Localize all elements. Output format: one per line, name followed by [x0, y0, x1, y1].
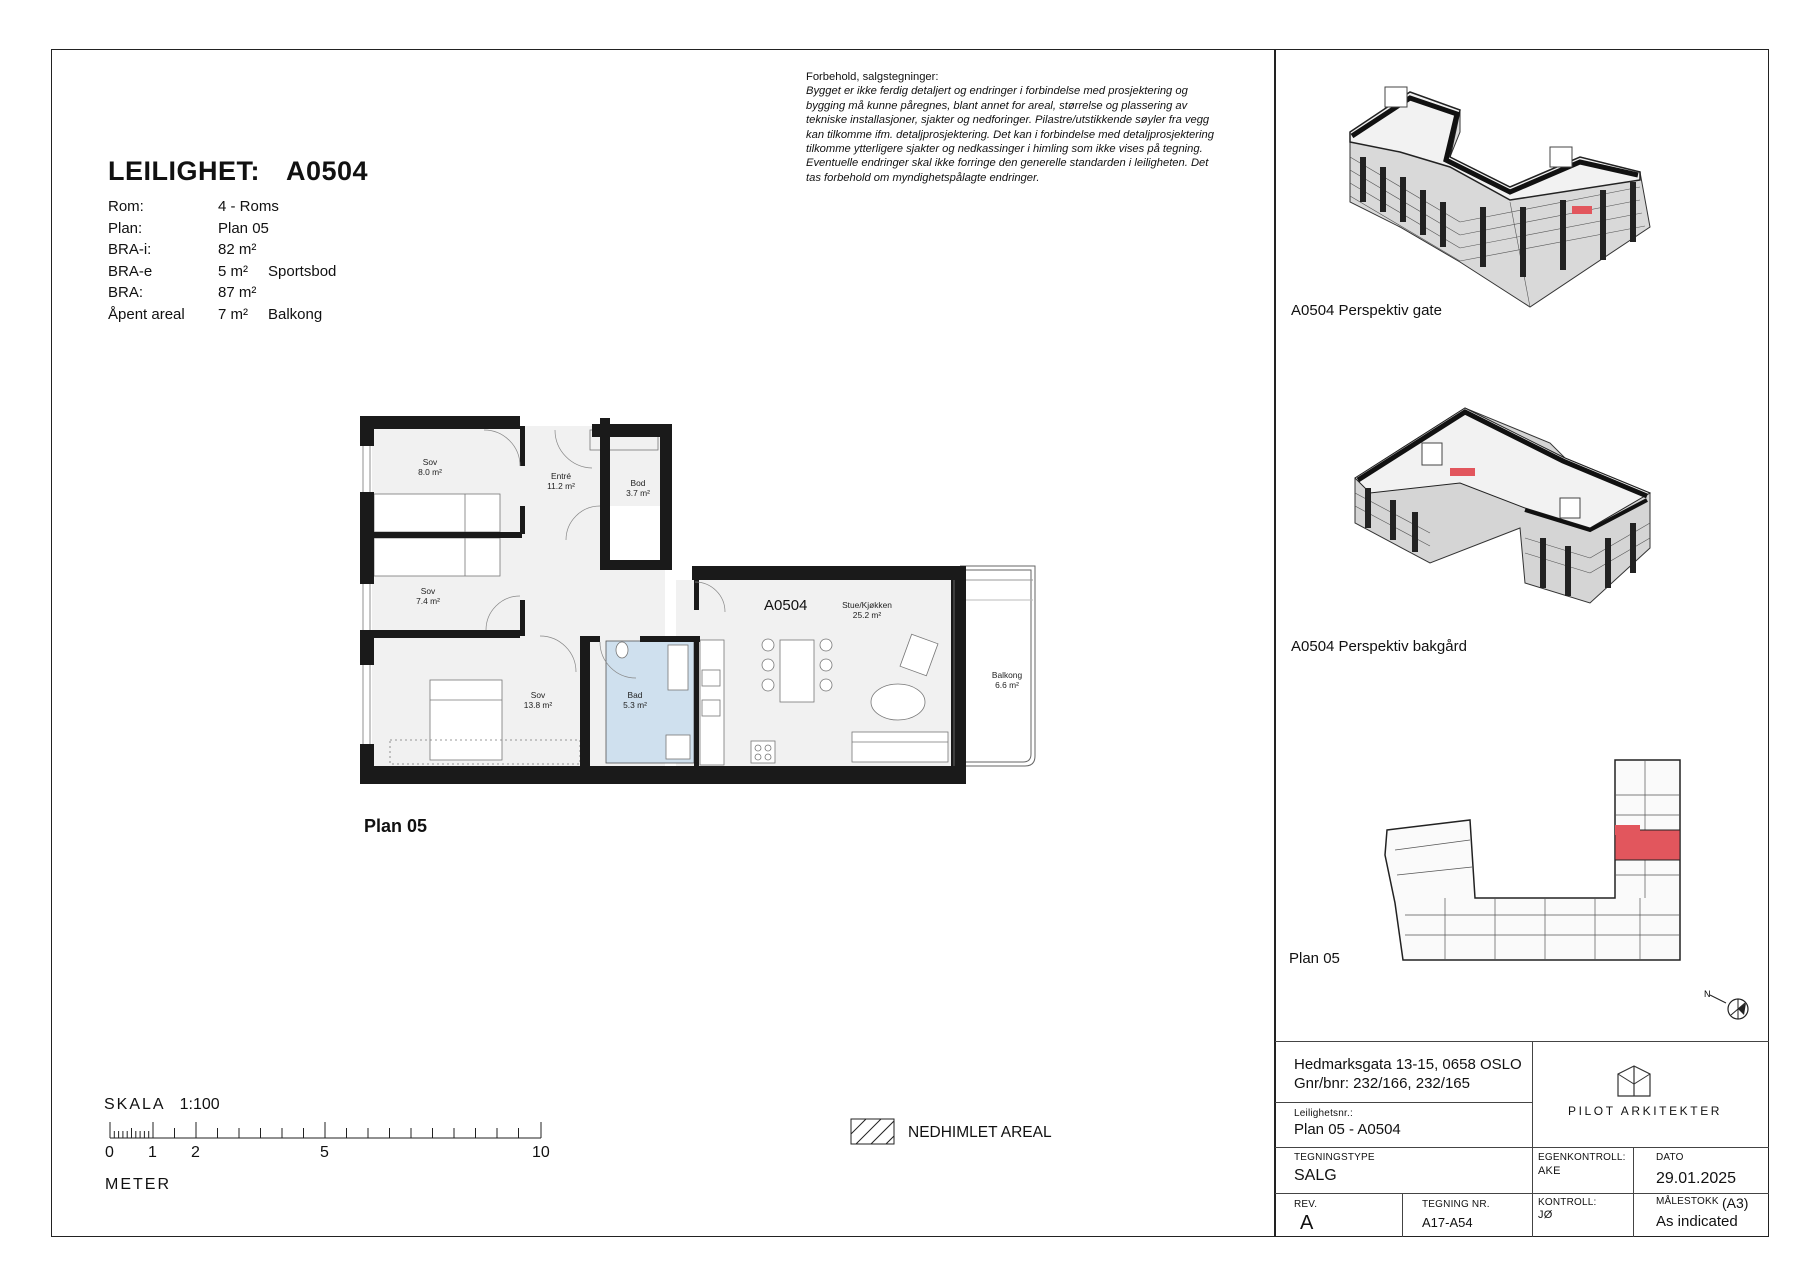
building-perspective-street — [1340, 62, 1700, 312]
apartment-title — [108, 156, 368, 187]
tegningstype-label: TEGNINGSTYPE — [1294, 1152, 1375, 1163]
hatch-legend-icon — [850, 1118, 896, 1146]
info-value: 87 m² — [218, 284, 257, 301]
room-label: Sov 7.4 m² — [416, 586, 440, 606]
room-label: Sov 13.8 m² — [523, 690, 553, 710]
scale-bar — [104, 1118, 554, 1148]
room-label: Balkong 6.6 m² — [991, 670, 1023, 690]
disclaimer-notes — [806, 70, 1276, 185]
info-key: BRA-i: — [108, 241, 152, 258]
info-value: 82 m² — [218, 241, 257, 258]
svg-text:N: N — [1704, 989, 1711, 999]
info-key: Plan: — [108, 219, 143, 237]
tegningstype: SALG — [1294, 1167, 1337, 1184]
info-row — [108, 198, 336, 220]
sidebar-divider — [1274, 49, 1276, 1237]
room-label: Stue/Kjøkken 25.2 m² — [842, 600, 892, 620]
titleblock-line — [1275, 1193, 1769, 1194]
rev-label: REV. — [1294, 1199, 1318, 1210]
info-row — [108, 241, 336, 263]
dato: 29.01.2025 — [1656, 1170, 1737, 1187]
titleblock-line — [1402, 1193, 1403, 1237]
disclaimer-heading: Forbehold, salgstegninger: — [806, 71, 939, 83]
room-label: Sov 8.0 m² — [418, 457, 442, 477]
plan-caption: Plan 05 — [364, 816, 428, 836]
disclaimer-line: tekniske installasjoner, sjakter og nedforinger. Pilastre/utstikkende søyler fra vegg — [806, 114, 1210, 127]
scale-tick-label: 5 — [320, 1144, 329, 1161]
titleblock-line — [1532, 1041, 1533, 1237]
scale-tick-label: 2 — [191, 1144, 200, 1161]
egenkontroll-label: EGENKONTROLL: — [1538, 1152, 1626, 1163]
project-address: Hedmarksgata 13-15, 0658 OSLO — [1294, 1056, 1522, 1073]
info-extra: Balkong — [268, 305, 323, 323]
tegning-nr: A17-A54 — [1422, 1215, 1473, 1230]
tegning-nr-label: TEGNING NR. — [1422, 1199, 1490, 1210]
titleblock-line — [1275, 1102, 1533, 1103]
key-plan — [1375, 755, 1695, 965]
disclaimer-line: bygging må kunne påregnes, blant annet for areal, størrelse og plassering av — [806, 99, 1188, 112]
rev: A — [1300, 1212, 1314, 1234]
pilot-logo-icon — [1616, 1064, 1652, 1098]
info-value: 5 m² — [218, 262, 248, 280]
legend-label: NEDHIMLET AREAL — [908, 1124, 1052, 1141]
perspective-label: Plan 05 — [1289, 950, 1340, 967]
info-extra: Sportsbod — [268, 262, 337, 280]
apartment-info-table — [108, 198, 336, 327]
titleblock-line — [1275, 1041, 1769, 1042]
info-value: Plan 05 — [218, 219, 269, 237]
disclaimer-line: Eventuelle endringer skal ikke forringe den generelle standarden i leiligheten. Det — [806, 157, 1209, 170]
perspective-label: A0504 Perspektiv gate — [1291, 302, 1442, 319]
info-row — [108, 220, 336, 242]
leilighetsnr: Plan 05 - A0504 — [1294, 1121, 1401, 1138]
balcony — [960, 566, 1035, 766]
info-value: 4 - Roms — [218, 198, 279, 215]
perspective-label: A0504 Perspektiv bakgård — [1291, 638, 1467, 655]
info-key: BRA: — [108, 284, 144, 301]
apartment-title-id: A0504 — [286, 156, 369, 186]
info-value: 7 m² — [218, 305, 248, 323]
kontroll-label: KONTROLL: — [1538, 1197, 1597, 1208]
egenkontroll: AKE — [1538, 1165, 1561, 1177]
unit-highlight — [1572, 206, 1592, 214]
scale-title: SKALA 1:100 — [104, 1096, 220, 1113]
info-key: BRA-e — [108, 262, 153, 280]
disclaimer-line: tilkomme ytterligere sjakter og nedkassinger i himling som ikke vises på tegning. — [806, 143, 1203, 156]
apartment-title-label: LEILIGHET: — [108, 156, 260, 186]
info-row — [108, 263, 336, 285]
floor-plan — [355, 410, 1045, 790]
room-label: Entré 11.2 m² — [547, 471, 575, 491]
disclaimer-line: Bygget er ikke ferdig detaljert og endringer i forbindelse med prosjektering og — [806, 85, 1188, 98]
scale-unit: METER — [105, 1176, 171, 1193]
titleblock-line — [1633, 1147, 1634, 1237]
unit-highlight — [1450, 468, 1475, 476]
disclaimer-line: kan tilkomme ifm. detaljprosjektering. Det kan i forbindelse med detaljprosjektering — [806, 128, 1214, 141]
malestokk: As indicated — [1656, 1213, 1738, 1230]
scale-tick-label: 0 — [105, 1144, 114, 1161]
unit-label: A0504 — [764, 597, 808, 614]
firm-name: PILOT ARKITEKTER — [1568, 1104, 1723, 1118]
building-perspective-courtyard — [1350, 388, 1710, 638]
room-label: Bod 3.7 m² — [626, 478, 650, 498]
north-arrow-icon — [1702, 985, 1752, 1025]
room-label: Bad 5.3 m² — [623, 690, 647, 710]
dato-label: DATO — [1656, 1152, 1684, 1163]
info-key: Rom: — [108, 198, 144, 215]
malestokk-label: MÅLESTOKK — [1656, 1196, 1719, 1207]
titleblock-line — [1275, 1147, 1769, 1148]
disclaimer-line: tas forbehold om myndighetspålagte endringer. — [806, 171, 1040, 184]
info-row — [108, 284, 336, 306]
info-key: Åpent areal — [108, 305, 185, 323]
info-row — [108, 306, 336, 328]
scale-tick-label: 1 — [148, 1144, 157, 1161]
paper-size: (A3) — [1722, 1195, 1749, 1211]
scale-tick-label: 10 — [532, 1144, 550, 1161]
kontroll: JØ — [1538, 1209, 1553, 1221]
gnr-bnr: Gnr/bnr: 232/166, 232/165 — [1294, 1075, 1470, 1092]
leilighetsnr-label: Leilighetsnr.: — [1294, 1108, 1353, 1119]
